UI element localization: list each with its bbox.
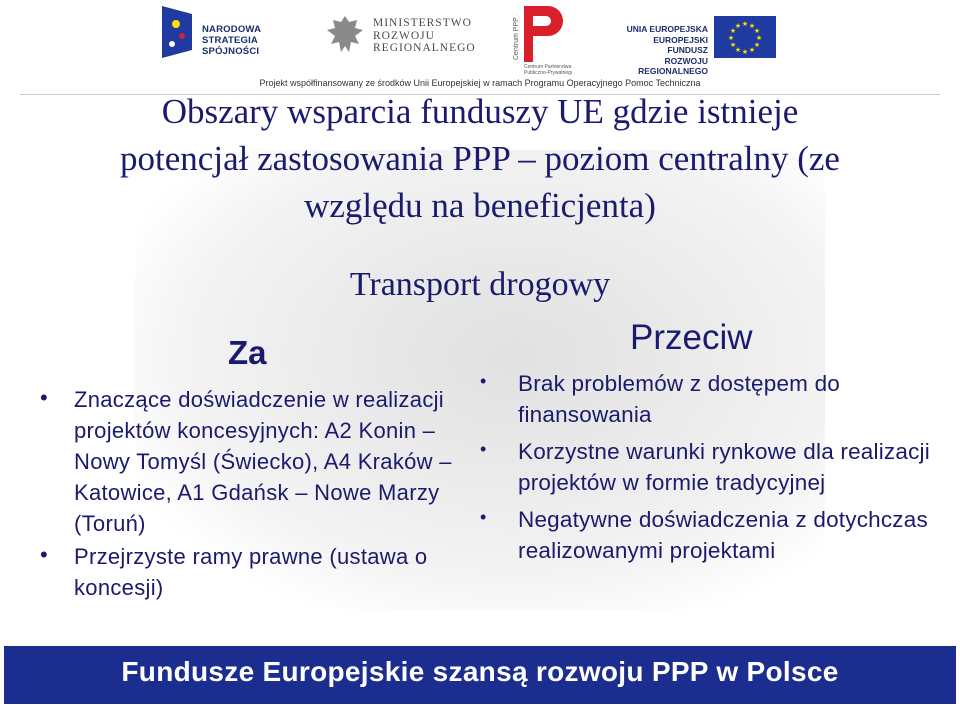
- title-line-2: potencjał zastosowania PPP – poziom centralny (ze: [120, 139, 840, 178]
- footer-text: Fundusze Europejskie szansą rozwoju PPP w Polsce: [121, 656, 839, 687]
- title-line-1: Obszary wsparcia funduszy UE gdzie istnieje: [161, 92, 799, 131]
- eagle-emblem-icon: [325, 12, 365, 56]
- svg-text:★: ★: [729, 27, 737, 35]
- bullet-icon: •: [40, 385, 49, 410]
- przeciw-list: [480, 368, 940, 572]
- svg-text:★: ★: [748, 46, 756, 54]
- svg-text:★: ★: [727, 34, 735, 42]
- svg-text:★: ★: [741, 20, 749, 28]
- bullet-icon: •: [480, 371, 487, 391]
- eu-flag-icon: [714, 16, 776, 58]
- logo-unia-europejska: [612, 4, 777, 76]
- svg-text:★: ★: [755, 34, 763, 42]
- nss-line2: STRATEGIA SPÓJNOŚCI: [202, 35, 260, 57]
- logo-centrum-ppp: [512, 4, 572, 76]
- logo-ministerstwo-rozwoju-regionalnego: [325, 4, 505, 60]
- nss-emblem-icon: [162, 6, 192, 58]
- za-item: • Znaczące doświadczenie w realizacji projektów koncesyjnych: A2 Konin – Nowy Tomyśl (Świecko), A4 Kraków – Katowice, A1 Gdańsk – Nowe Marzy (Toruń): [40, 384, 460, 539]
- przeciw-item: • Korzystne warunki rynkowe dla realizacji projektów w formie tradycyjnej: [480, 436, 940, 498]
- bullet-icon: •: [40, 542, 49, 567]
- bullet-icon: •: [480, 439, 487, 459]
- ue-line2: EUROPEJSKI FUNDUSZ: [653, 34, 708, 55]
- bullet-icon: •: [480, 507, 487, 527]
- slide-subtitle: Transport drogowy: [349, 266, 611, 303]
- svg-text:★: ★: [734, 46, 742, 54]
- svg-text:★: ★: [753, 27, 761, 35]
- svg-text:★: ★: [748, 22, 756, 30]
- za-item: • Przejrzyste ramy prawne (ustawa o koncesji): [40, 541, 460, 603]
- mir-line3: REGIONALNEGO: [373, 42, 476, 54]
- ue-line1: UNIA EUROPEJSKA: [626, 24, 708, 34]
- project-cofinancing-line: Projekt współfinansowany ze środków Unii Europejskiej w ramach Programu Operacyjnego Pomoc Techniczna: [259, 78, 701, 88]
- mir-line2: ROZWOJU: [373, 29, 435, 42]
- ppp-p-icon: [512, 4, 572, 76]
- svg-text:★: ★: [729, 41, 737, 49]
- przeciw-item: • Brak problemów z dostępem do finansowania: [480, 368, 940, 430]
- header-logos: [0, 0, 960, 76]
- za-heading: Za: [228, 334, 267, 371]
- ppp-line2: Publiczno-Prywatnego: [524, 70, 572, 76]
- mir-line1: MINISTERSTWO: [373, 17, 472, 29]
- nss-line1: NARODOWA: [202, 24, 262, 35]
- svg-text:★: ★: [734, 22, 742, 30]
- slide-title: [80, 88, 880, 229]
- ppp-line1: Centrum Partnerstwa: [524, 64, 572, 70]
- przeciw-heading: Przeciw: [630, 318, 753, 357]
- ue-line3: ROZWOJU REGIONALNEGO: [638, 55, 708, 76]
- przeciw-item: • Negatywne doświadczenia z dotychczas realizowanymi projektami: [480, 504, 940, 566]
- za-list: [40, 384, 460, 605]
- svg-text:★: ★: [753, 41, 761, 49]
- logo-narodowa-strategia-spojnosci: [160, 4, 310, 60]
- title-line-3: względu na beneficjenta): [304, 186, 656, 225]
- ppp-vertical-text: Centrum PPP: [513, 17, 520, 60]
- footer-banner: [4, 646, 956, 704]
- svg-text:★: ★: [741, 48, 749, 56]
